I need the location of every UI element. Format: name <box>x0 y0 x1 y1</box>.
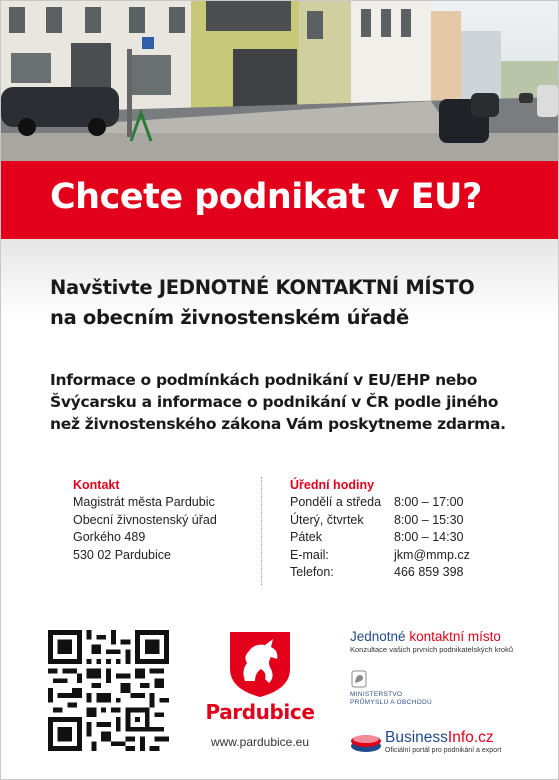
hours-label: Pátek <box>290 530 322 544</box>
email-label: E-mail: <box>290 547 329 562</box>
info-line-1: Informace o podmínkách podnikání v EU/EHP nebo <box>50 371 478 389</box>
hours-row <box>290 494 520 512</box>
phone-label: Telefon: <box>290 565 334 579</box>
email-link[interactable]: jkm@mmp.cz <box>394 547 470 562</box>
contact-title: Kontakt <box>73 478 120 492</box>
phone-value: 466 859 398 <box>394 565 464 579</box>
banner-title: Chcete podnikat v EU? <box>50 177 482 217</box>
jkm-logo-title: Jednotné kontaktní místo <box>350 629 501 644</box>
red-banner <box>1 161 558 239</box>
businessinfo-tagline: Oficiální portál pro podnikání a export <box>385 747 502 754</box>
headline <box>50 273 530 333</box>
businessinfo-name: BusinessInfo.cz <box>385 729 494 746</box>
phone-row <box>290 564 520 582</box>
hours-label: Pondělí a středa <box>290 495 382 509</box>
dotted-divider <box>261 477 262 585</box>
street-photo <box>1 1 558 161</box>
contact-line: 530 02 Pardubice <box>73 547 171 562</box>
pardubice-horse-emblem-icon <box>227 629 293 699</box>
jkm-logo <box>350 629 550 654</box>
hours-row <box>290 512 520 530</box>
mpo-logo-text: MINISTERSTVO PRŮMYSLU A OBCHODU <box>350 691 432 706</box>
city-name: Pardubice <box>205 700 315 724</box>
office-hours-section <box>290 477 520 582</box>
headline-line-2: na obecním živnostenském úřadě <box>50 306 409 329</box>
info-paragraph <box>50 369 520 435</box>
email-row <box>290 547 520 565</box>
contact-section <box>73 477 258 564</box>
hours-value: 8:00 – 17:00 <box>394 495 464 509</box>
businessinfo-disc-icon <box>350 730 382 754</box>
info-line-2: Švýcarsku a informace o podnikání v ČR podle jiného <box>50 393 499 411</box>
hours-row <box>290 529 520 547</box>
contact-line: Magistrát města Pardubic <box>73 495 215 509</box>
headline-line-1: Navštivte JEDNOTNÉ KONTAKTNÍ MÍSTO <box>50 276 475 299</box>
info-line-3: než živnostenského zákona Vám poskytneme zdarma. <box>50 415 506 433</box>
jkm-logo-subtitle: Konzultace vašich prvních podnikatelských kroků <box>350 645 514 654</box>
city-website-link[interactable]: www.pardubice.eu <box>210 735 310 749</box>
contact-line: Obecní živnostenský úřad <box>73 512 217 527</box>
hours-title: Úřední hodiny <box>290 478 375 492</box>
hours-value: 8:00 – 14:30 <box>394 530 464 544</box>
contact-line: Gorkého 489 <box>73 530 146 544</box>
hours-label: Úterý, čtvrtek <box>290 512 364 527</box>
qr-code-icon[interactable] <box>48 630 169 751</box>
hours-value: 8:00 – 15:30 <box>394 512 464 527</box>
